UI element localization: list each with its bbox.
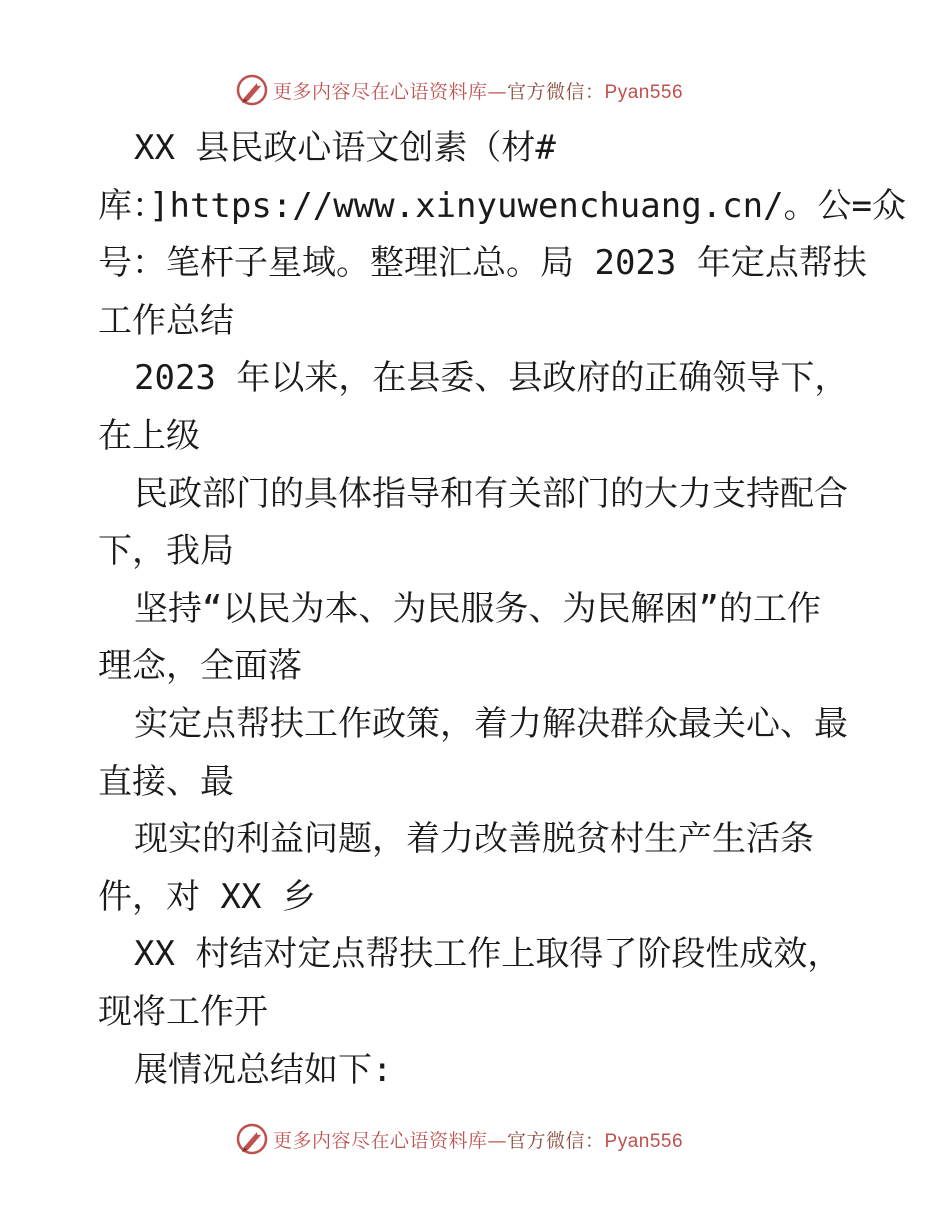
header-banner-text bbox=[273, 77, 683, 104]
header-banner-main: 更多内容尽在心语资料库— bbox=[273, 80, 508, 103]
doc-line: 理念，全面落 bbox=[98, 646, 302, 687]
footer-banner-wechat-label: 官方微信： bbox=[507, 1129, 605, 1152]
doc-line: 2023 年以来，在县委、县政府的正确领导下， bbox=[134, 358, 849, 399]
doc-line: 坚持“以民为本、为民服务、为民解困”的工作 bbox=[134, 588, 821, 629]
footer-banner bbox=[235, 1121, 683, 1157]
header-banner-wechat-id: Pyan556 bbox=[604, 81, 684, 103]
doc-line: 工作总结 bbox=[98, 300, 234, 341]
doc-line: 件，对 XX 乡 bbox=[98, 876, 316, 917]
doc-line: 现将工作开 bbox=[98, 991, 268, 1032]
footer-banner-text bbox=[273, 1126, 683, 1153]
header-banner bbox=[235, 72, 683, 108]
doc-line: 现实的利益问题，着力改善脱贫村生产生活条 bbox=[134, 819, 814, 860]
document-body bbox=[98, 120, 907, 1099]
doc-line: 下，我局 bbox=[98, 531, 234, 572]
doc-line: 直接、最 bbox=[98, 761, 234, 802]
doc-line: 在上级 bbox=[98, 415, 200, 456]
doc-line: 库：]https://www.xinyuwenchuang.cn/。公=众 bbox=[98, 185, 907, 226]
doc-line: 号：笔杆子星域。整理汇总。局 2023 年定点帮扶 bbox=[98, 243, 867, 284]
header-banner-wechat-label: 官方微信： bbox=[507, 80, 605, 103]
footer-banner-wechat-id: Pyan556 bbox=[604, 1130, 684, 1152]
doc-line: 展情况总结如下: bbox=[134, 1049, 393, 1090]
doc-line: XX 县民政心语文创素（材# bbox=[134, 128, 556, 168]
pen-logo-icon bbox=[235, 73, 269, 107]
doc-line: 实定点帮扶工作政策，着力解决群众最关心、最 bbox=[134, 703, 848, 744]
doc-line: XX 村结对定点帮扶工作上取得了阶段性成效， bbox=[134, 934, 842, 975]
doc-line: 民政部门的具体指导和有关部门的大力支持配合 bbox=[134, 473, 848, 514]
footer-banner-main: 更多内容尽在心语资料库— bbox=[273, 1129, 508, 1152]
pen-logo-icon bbox=[235, 1122, 269, 1156]
